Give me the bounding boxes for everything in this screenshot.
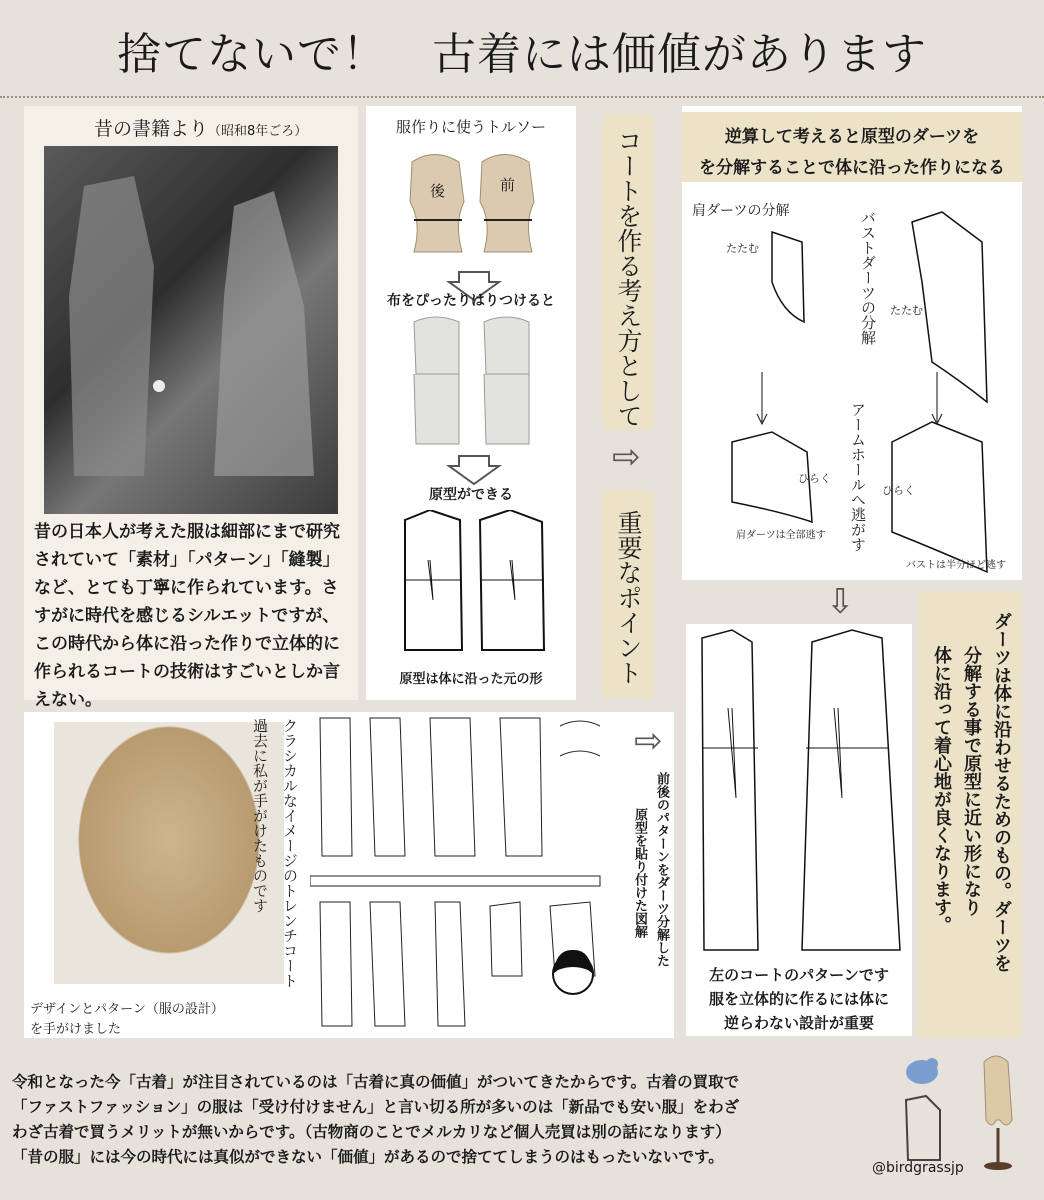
coat-pattern-line2: 服を立体的に作るには体に xyxy=(708,990,889,1008)
torso-step2: 布をぴったりはりつけると xyxy=(387,293,555,309)
coat-pattern-line3: 逆らわない設計が重要 xyxy=(723,1014,874,1032)
torso-back-label: 後 xyxy=(430,182,446,200)
darts-purpose-col2: 分解する事で原型に近い形になり xyxy=(961,646,982,916)
darts-purpose-panel xyxy=(918,592,1022,1038)
coat-pattern-line1: 左のコートのパターンです xyxy=(709,966,889,984)
coat-pattern-diagram xyxy=(692,628,906,958)
dart-tatamu2: たたむ xyxy=(890,304,923,317)
torso-front-label: 前 xyxy=(500,176,516,194)
trench-pattern-note1: 前後のパターンをダーツ分解した xyxy=(654,772,669,967)
footer-line4: 「昔の服」には今の時代には真似ができない「価値」があるので捨ててしまうのはもったいないです。 xyxy=(12,1148,724,1166)
old-book-photo-figures xyxy=(44,146,338,514)
darts-purpose-col1: ダーツは体に沿わせるためのもの。ダーツを xyxy=(991,612,1012,972)
old-book-heading: 昔の書籍より xyxy=(94,118,209,140)
footer-text xyxy=(12,1070,892,1170)
dart-bust-note: バストは半分ほど逃す xyxy=(906,560,1006,571)
avatar xyxy=(548,944,598,1014)
torso-panel xyxy=(366,106,576,700)
torso-heading: 服作りに使うトルソー xyxy=(395,118,546,136)
dart-panel xyxy=(682,106,1022,580)
concept-label-bottom xyxy=(602,490,654,698)
concept-label2: 重要なポイント xyxy=(614,510,643,685)
concept-label-top xyxy=(602,114,654,430)
old-book-photo xyxy=(44,146,338,514)
torso-pattern-figures xyxy=(400,510,548,658)
dart-hiraku2: ひらく xyxy=(882,484,915,497)
old-book-panel xyxy=(24,106,358,710)
footer-line2: 「ファストファッション」の服は「受け付けません」と言い切る所が多いのは「新品でも安い服」をわざ xyxy=(12,1098,740,1116)
footer-handle: @birdgrassjp xyxy=(872,1160,964,1176)
trench-pattern-note2: 原型を貼り付けた図解 xyxy=(632,808,647,938)
dart-shoulder-title: 肩ダーツの分解 xyxy=(692,203,790,219)
dart-header-line1: 逆算して考えると原型のダーツを xyxy=(724,127,980,147)
footer-line3: わざ古着で買うメリットが無いからです。（古物商のことでメルカリなど個人売買は別の話になります） xyxy=(12,1123,731,1141)
trench-vertical1: クラシカルなイメージのトレンチコート xyxy=(281,718,299,988)
trench-caption-line2: を手がけました xyxy=(30,1022,122,1037)
concept-label1: コートを作る考え方として xyxy=(614,128,643,428)
footer-illustrations xyxy=(896,1050,1036,1170)
dart-armhole: アームホールへ逃がす xyxy=(849,402,867,552)
dart-shoulder-note: 肩ダーツは全部逃す xyxy=(736,530,826,541)
page-title: 捨てないで！ 古着には価値があります xyxy=(117,29,927,80)
torso-bottom: 原型は体に沿った元の形 xyxy=(399,672,543,687)
dart-tatamu1: たたむ xyxy=(726,242,759,255)
coat-pattern-panel xyxy=(686,624,912,1036)
title-divider xyxy=(0,96,1044,98)
trench-panel xyxy=(24,712,674,1038)
dart-header-line2: を分解することで体に沿った作りになる xyxy=(699,158,1005,178)
old-book-heading-note: （昭和8年ごろ） xyxy=(208,124,308,139)
old-book-body: 昔の日本人が考えた服は細部にまで研究されていて「素材」「パターン」「縫製」など、とても丁寧に作られています。さすがに時代を感じるシルエットですが、この時代から体に沿った作りで立体的に作られるコートの技術はすごいとしか言えない。 xyxy=(34,522,340,710)
torso-step3: 原型ができる xyxy=(429,487,513,503)
torso-fabric-figures xyxy=(404,374,544,494)
trench-caption-line1: デザインとパターン（服の設計） xyxy=(30,1002,224,1017)
concept-arrow-icon: ⇨ xyxy=(612,437,641,477)
trench-vertical2: 過去に私が手がけたものです xyxy=(251,718,269,913)
dart-hiraku1: ひらく xyxy=(798,472,831,485)
dart-bust-title: バストダーツの分解 xyxy=(859,210,877,345)
footer-line1: 令和となった今「古着」が注目されているのは「古着に真の価値」がついてきたからです。古着の買取で xyxy=(12,1073,740,1091)
trench-arrow-icon: ⇨ xyxy=(634,721,663,761)
dart-header xyxy=(682,112,1022,182)
dart-down-arrow-icon: ⇨ xyxy=(820,586,861,616)
darts-purpose-col3: 体に沿って着心地が良くなります。 xyxy=(931,646,952,934)
torso-figures xyxy=(404,142,544,374)
